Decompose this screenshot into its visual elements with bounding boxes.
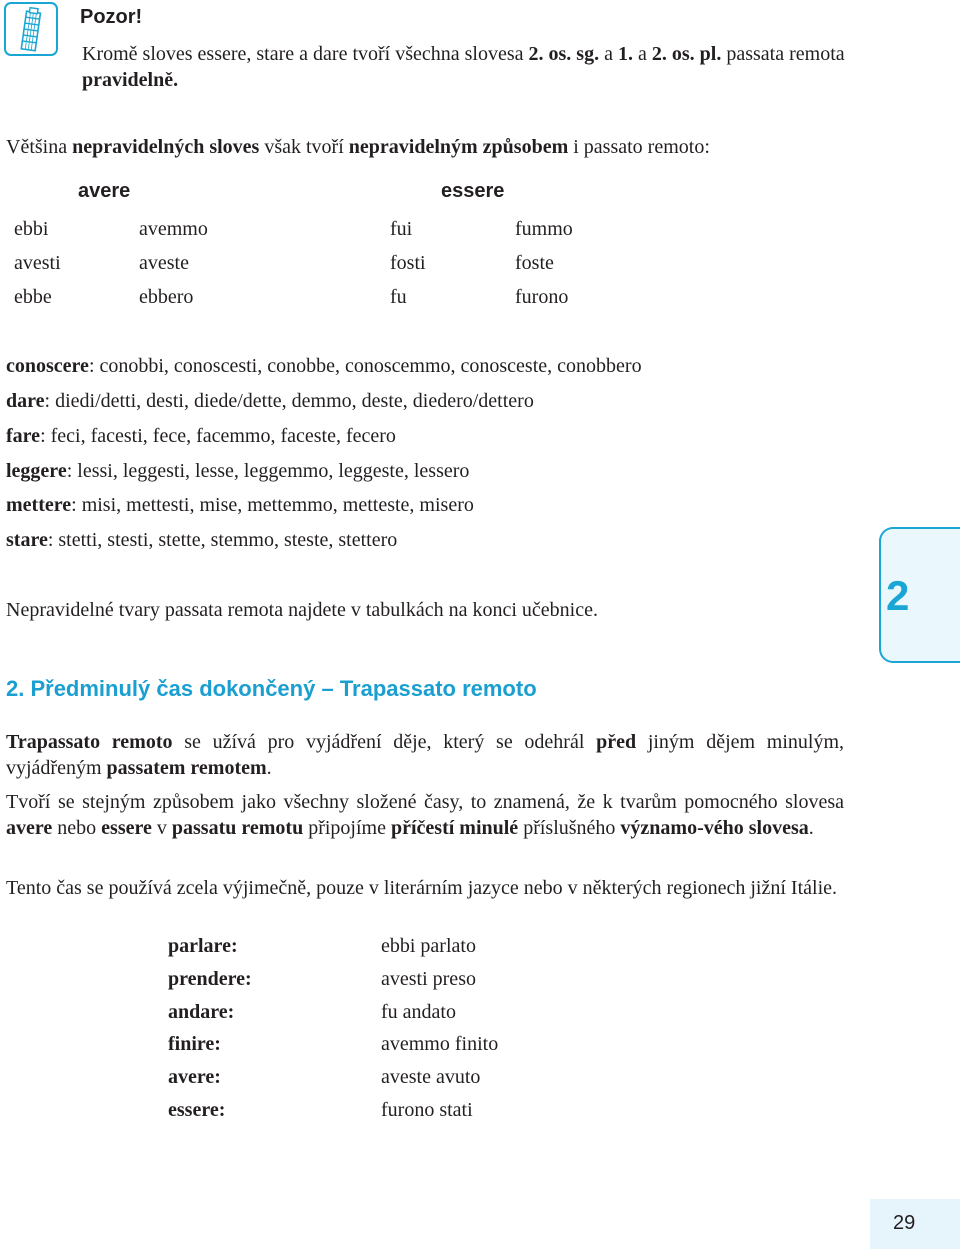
essere-header: essere — [441, 180, 505, 202]
irregular-note: Nepravidelné tvary passata remota najdete v tabulkách na konci učebnice. — [6, 599, 598, 621]
page-number: 29 — [893, 1212, 916, 1234]
example-verb: essere: — [168, 1099, 226, 1121]
avere-form: aveste — [139, 252, 189, 274]
notice-title: Pozor! — [80, 6, 143, 28]
example-form: aveste avuto — [381, 1066, 481, 1088]
example-form: avesti preso — [381, 968, 476, 990]
leaning-tower-icon — [4, 2, 58, 56]
avere-form: ebbe — [14, 286, 52, 308]
example-verb: parlare: — [168, 935, 238, 957]
example-form: fu andato — [381, 1001, 456, 1023]
essere-form: fu — [390, 286, 407, 308]
verb-forms-row: stare: stetti, stesti, stette, stemmo, steste, stettero — [6, 529, 398, 551]
leaning-tower-drawing — [6, 4, 56, 54]
verb-forms-row: fare: feci, facesti, fece, facemmo, faceste, fecero — [6, 425, 396, 447]
verb-forms-row: dare: diedi/detti, desti, diede/dette, demmo, deste, diedero/dettero — [6, 390, 534, 412]
verb-forms-row: mettere: misi, mettesti, mise, mettemmo, metteste, misero — [6, 494, 474, 516]
example-form: ebbi parlato — [381, 935, 476, 957]
avere-form: ebbi — [14, 218, 49, 240]
essere-form: furono — [515, 286, 569, 308]
example-form: furono stati — [381, 1099, 473, 1121]
verb-forms-row: leggere: lessi, leggesti, lesse, leggemmo, leggeste, lessero — [6, 460, 470, 482]
essere-form: fummo — [515, 218, 573, 240]
avere-form: ebbero — [139, 286, 194, 308]
verb-forms-row: conoscere: conobbi, conoscesti, conobbe, conoscemmo, conosceste, conobbero — [6, 355, 642, 377]
essere-form: fosti — [390, 252, 426, 274]
intro-line: Většina nepravidelných sloves však tvoří nepravidelným způsobem i passato remoto: — [6, 136, 710, 158]
chapter-tab-number: 2 — [886, 572, 910, 619]
avere-header: avere — [78, 180, 131, 202]
essere-form: foste — [515, 252, 554, 274]
avere-form: avemmo — [139, 218, 208, 240]
paragraph-definition: Trapassato remoto se užívá pro vyjádření děje, který se odehrál před jiným dějem minulým, vyjádřeným passatem remotem. — [6, 731, 845, 779]
paragraph-usage: Tento čas se používá zcela výjimečně, pouze v literárním jazyce nebo v některých regionech jižní Itálie. — [6, 877, 838, 899]
paragraph-formation: Tvoří se stejným způsobem jako všechny složené časy, to znamená, že k tvarům pomocného slovesa avere nebo essere v passatu remotu připojíme příčestí minulé příslušného významo-vého slovesa. — [6, 791, 844, 839]
avere-form: avesti — [14, 252, 61, 274]
notice-text: Kromě sloves essere, stare a dare tvoří všechna slovesa 2. os. sg. a 1. a 2. os. pl. passata remota pravidelně. — [82, 43, 845, 91]
example-form: avemmo finito — [381, 1033, 499, 1055]
section-heading: 2. Předminulý čas dokončený – Trapassato remoto — [6, 676, 537, 701]
example-verb: andare: — [168, 1001, 235, 1023]
example-verb: avere: — [168, 1066, 221, 1088]
example-verb: finire: — [168, 1033, 221, 1055]
essere-form: fui — [390, 218, 413, 240]
example-verb: prendere: — [168, 968, 252, 990]
